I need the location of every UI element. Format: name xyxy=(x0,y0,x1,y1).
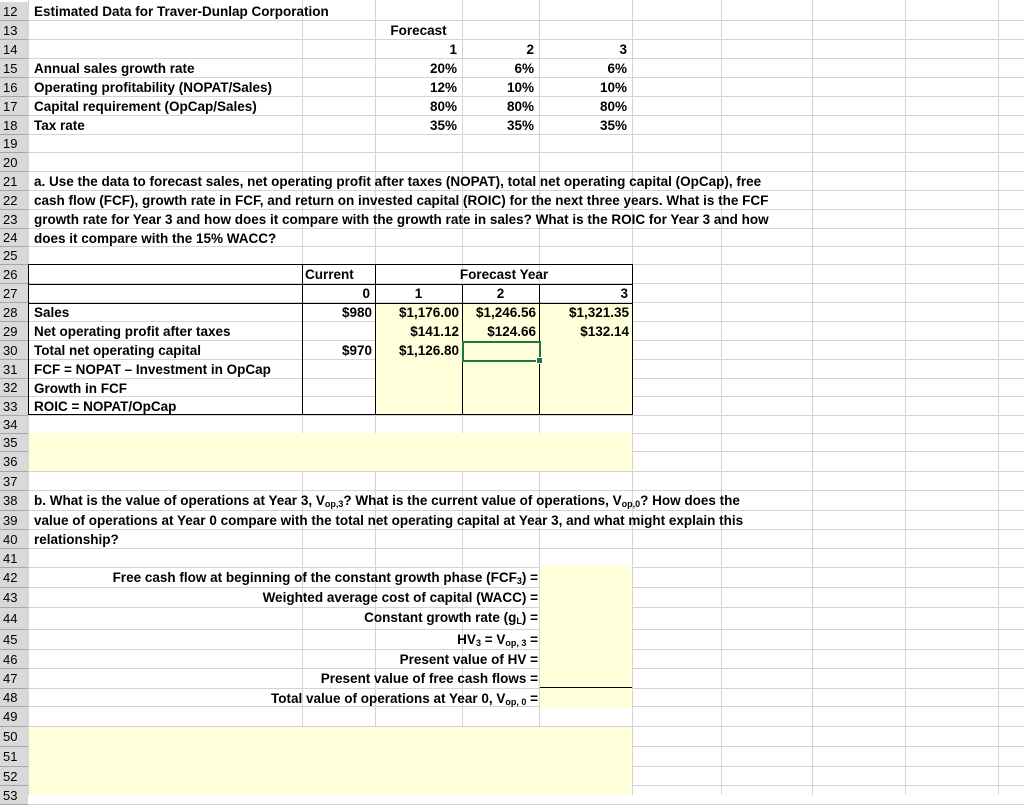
table-row-label: Total net operating capital xyxy=(34,343,202,358)
table-cell[interactable]: $1,176.00 xyxy=(398,305,459,320)
row-header[interactable]: 37 xyxy=(0,472,28,491)
input-cell-growth[interactable] xyxy=(376,380,632,399)
input-value[interactable]: 20% xyxy=(429,61,457,76)
row-header[interactable]: 34 xyxy=(0,416,28,434)
table-row-label: Sales xyxy=(34,305,70,320)
row-header[interactable]: 19 xyxy=(0,135,28,153)
input-label: Annual sales growth rate xyxy=(34,61,195,76)
fcf3-label: Free cash flow at beginning of the constant growth phase $(FCF_3)$ = xyxy=(112,570,538,586)
table-cell[interactable] xyxy=(539,341,629,360)
forecast-year-label: Forecast Year xyxy=(459,267,549,282)
forecast-year-2: 2 xyxy=(526,42,534,57)
row-header[interactable]: 15 xyxy=(0,59,28,78)
active-cell-selection[interactable] xyxy=(462,341,541,362)
row-header[interactable]: 42 xyxy=(0,568,28,588)
input-value[interactable]: 80% xyxy=(506,99,534,114)
input-value[interactable]: 12% xyxy=(429,80,457,95)
row-header[interactable]: 24 xyxy=(0,229,28,247)
row-header[interactable]: 23 xyxy=(0,210,28,229)
row-header[interactable]: 44 xyxy=(0,608,28,630)
row-header[interactable]: 32 xyxy=(0,379,28,397)
table-year-2: 2 xyxy=(496,286,505,301)
row-header[interactable]: 21 xyxy=(0,172,28,191)
table-cell[interactable]: $1,321.35 xyxy=(568,305,629,320)
table-cell[interactable]: $124.66 xyxy=(487,324,536,339)
question-b-line: b. What is the value of operations at Year 3, $V_{op,3}$? What is the current value of operations, $V_{op,0}$? How does the xyxy=(34,493,740,509)
table-cell[interactable]: $132.14 xyxy=(580,324,629,339)
input-cell-roic[interactable] xyxy=(376,399,632,415)
answer-area-a[interactable] xyxy=(29,433,632,471)
row-header[interactable]: 53 xyxy=(0,786,28,805)
horizon-value-label: $HV_3 = V_{op, 3}$ = xyxy=(457,632,538,648)
input-value[interactable]: 10% xyxy=(599,80,627,95)
table-row-label: Growth in FCF xyxy=(34,381,127,396)
table-row-label: FCF = NOPAT – Investment in OpCap xyxy=(34,362,271,377)
input-cell-fcf[interactable] xyxy=(376,361,632,380)
row-header[interactable]: 46 xyxy=(0,650,28,669)
row-header[interactable]: 14 xyxy=(0,40,28,59)
gridline xyxy=(28,548,1024,549)
row-header[interactable]: 17 xyxy=(0,97,28,116)
row-header[interactable]: 30 xyxy=(0,341,28,360)
pv-hv-label: Present value of HV = xyxy=(399,652,538,667)
input-value[interactable]: 35% xyxy=(429,118,457,133)
question-b-line: relationship? xyxy=(34,532,119,547)
wacc-label: Weighted average cost of capital (WACC) = xyxy=(262,590,538,605)
row-header[interactable]: 49 xyxy=(0,707,28,727)
table-cell[interactable]: $1,126.80 xyxy=(398,343,459,358)
table-cell[interactable]: $980 xyxy=(341,305,372,320)
row-header[interactable]: 51 xyxy=(0,747,28,767)
row-header[interactable]: 26 xyxy=(0,265,28,284)
input-value[interactable]: 80% xyxy=(429,99,457,114)
input-label: Tax rate xyxy=(34,118,85,133)
forecast-label: Forecast xyxy=(390,23,447,38)
forecast-year-1: 1 xyxy=(449,42,457,57)
table-year-1: 1 xyxy=(414,286,423,301)
sheet-title: Estimated Data for Traver-Dunlap Corporation xyxy=(34,4,329,19)
row-header[interactable]: 35 xyxy=(0,434,28,452)
current-label: Current xyxy=(305,267,354,282)
question-a-line: cash flow (FCF), growth rate in FCF, and return on invested capital (ROIC) for the next three years. What is the FCF xyxy=(34,193,769,208)
row-header[interactable]: 18 xyxy=(0,116,28,135)
forecast-year-3: 3 xyxy=(619,42,627,57)
fill-handle[interactable] xyxy=(536,357,543,364)
table-year-0: 0 xyxy=(362,286,370,301)
gridline xyxy=(28,471,1024,472)
row-header[interactable]: 22 xyxy=(0,191,28,210)
row-header[interactable]: 38 xyxy=(0,491,28,511)
row-header[interactable]: 47 xyxy=(0,669,28,689)
growth-rate-label: Constant growth rate $(g_L)$ = xyxy=(364,610,538,626)
table-cell[interactable]: $970 xyxy=(341,343,372,358)
table-year-3: 3 xyxy=(620,286,628,301)
gridline xyxy=(28,415,1024,416)
table-row-label: Net operating profit after taxes xyxy=(34,324,231,339)
row-header[interactable]: 25 xyxy=(0,247,28,265)
table-cell[interactable]: $1,246.56 xyxy=(475,305,536,320)
table-row-label: ROIC = NOPAT/OpCap xyxy=(34,399,177,414)
row-header[interactable]: 12 xyxy=(0,2,28,21)
question-b-line: value of operations at Year 0 compare with the total net operating capital at Year 3, and what might explain this xyxy=(34,513,744,528)
table-cell[interactable]: $141.12 xyxy=(410,324,459,339)
table-cell[interactable] xyxy=(302,322,372,341)
row-header[interactable]: 43 xyxy=(0,588,28,608)
row-header[interactable]: 29 xyxy=(0,322,28,341)
input-value[interactable]: 6% xyxy=(514,61,534,76)
row-header[interactable]: 28 xyxy=(0,303,28,322)
pv-fcf-label: Present value of free cash flows = xyxy=(320,671,538,686)
total-value-label: Total value of operations at Year 0, $V_{op, 0}$ = xyxy=(271,691,538,707)
row-header[interactable]: 40 xyxy=(0,530,28,549)
row-header[interactable]: 39 xyxy=(0,511,28,530)
input-value[interactable]: 35% xyxy=(506,118,534,133)
row-header[interactable]: 13 xyxy=(0,21,28,40)
row-header[interactable]: 50 xyxy=(0,727,28,747)
row-header[interactable]: 27 xyxy=(0,284,28,303)
input-value[interactable]: 6% xyxy=(607,61,627,76)
row-header[interactable]: 20 xyxy=(0,153,28,172)
row-header[interactable]: 41 xyxy=(0,549,28,568)
question-a-line: a. Use the data to forecast sales, net operating profit after taxes (NOPAT), total net operating capital (OpCap), free xyxy=(34,174,762,189)
input-value[interactable]: 80% xyxy=(599,99,627,114)
row-header[interactable]: 36 xyxy=(0,452,28,472)
row-header[interactable]: 33 xyxy=(0,397,28,416)
input-value[interactable]: 35% xyxy=(599,118,627,133)
question-a-line: growth rate for Year 3 and how does it compare with the growth rate in sales? What is the ROIC for Year 3 and how xyxy=(34,212,769,227)
input-value[interactable]: 10% xyxy=(506,80,534,95)
row-header[interactable]: 48 xyxy=(0,689,28,707)
row-header[interactable]: 45 xyxy=(0,630,28,650)
answer-area-b[interactable] xyxy=(29,727,632,795)
gridline xyxy=(28,152,1024,153)
row-header[interactable]: 31 xyxy=(0,360,28,379)
input-label: Capital requirement (OpCap/Sales) xyxy=(34,99,257,114)
question-a-line: does it compare with the 15% WACC? xyxy=(34,231,277,246)
row-header[interactable]: 16 xyxy=(0,78,28,97)
row-header[interactable]: 52 xyxy=(0,767,28,786)
input-label: Operating profitability (NOPAT/Sales) xyxy=(34,80,273,95)
